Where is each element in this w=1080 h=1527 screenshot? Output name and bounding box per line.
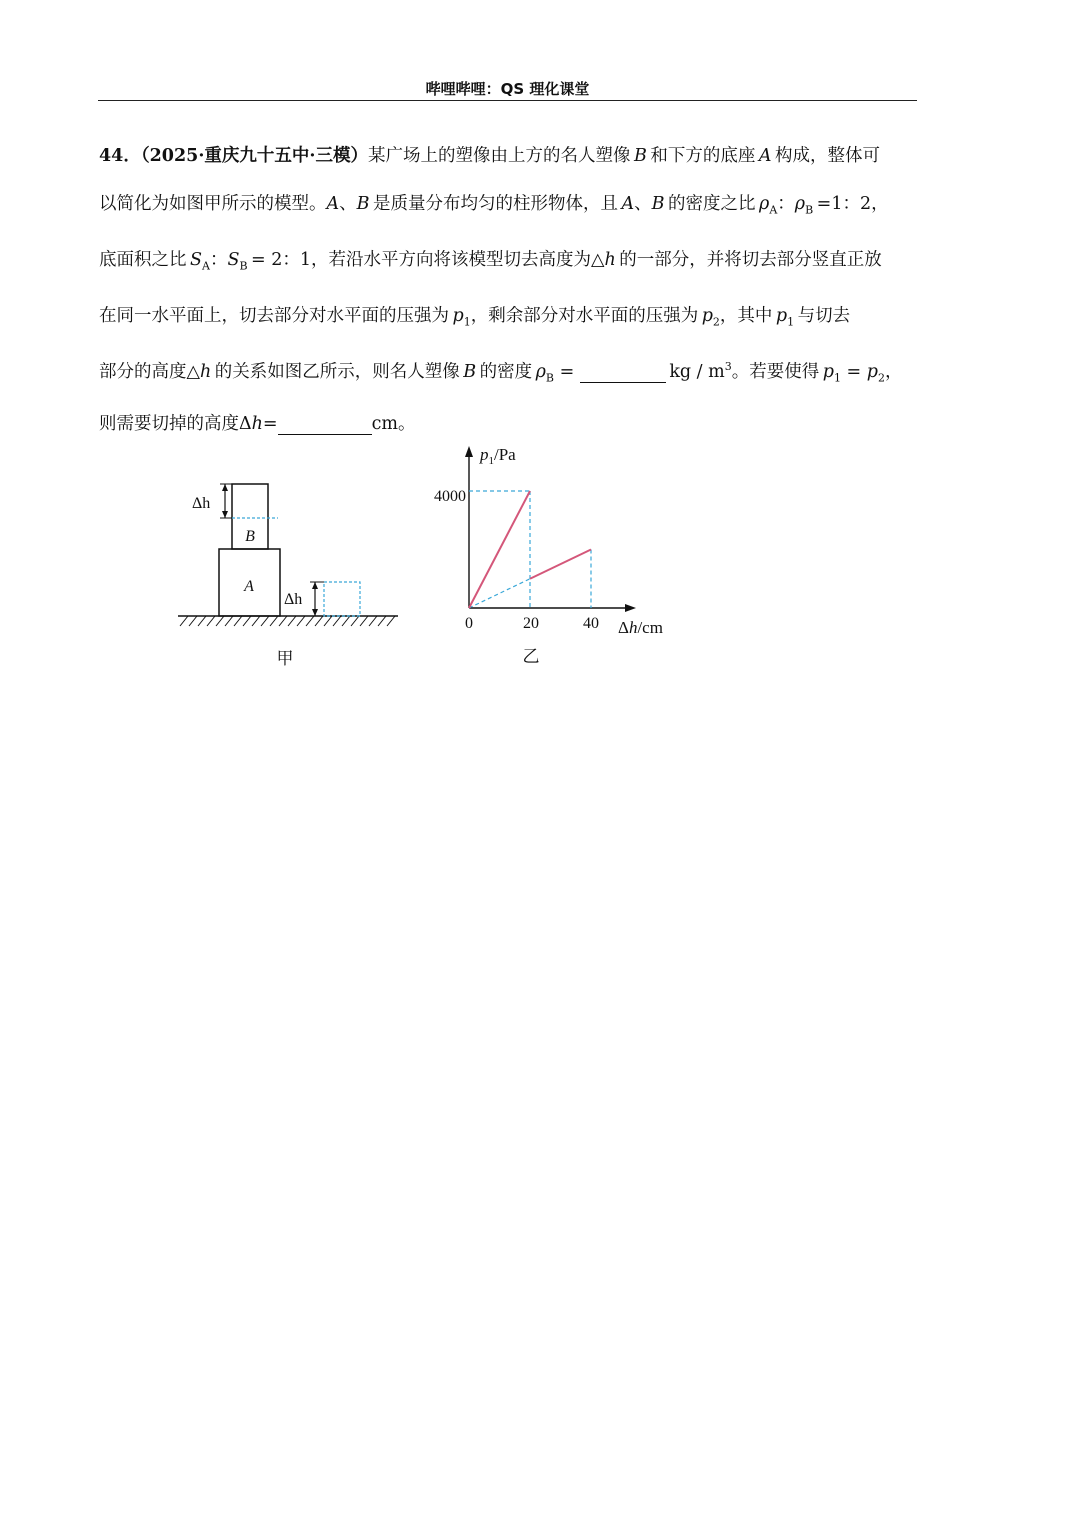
x-tick-40: 40 xyxy=(583,615,599,632)
symbol-rho: ρ xyxy=(535,362,546,382)
var-p: p xyxy=(701,306,713,326)
sub-B: B xyxy=(805,203,814,217)
figure-yi xyxy=(420,440,690,670)
text: = xyxy=(554,362,580,382)
symbol-rho: ρ xyxy=(759,194,770,214)
series-line-2 xyxy=(530,550,591,579)
var-p: p xyxy=(452,306,464,326)
var-B: B xyxy=(651,194,665,214)
text: = xyxy=(262,414,278,434)
question-line-4 xyxy=(99,302,919,329)
density-ratio: =1：2， xyxy=(816,194,889,214)
text: ： xyxy=(209,250,228,270)
text: 某广场上的塑像由上方的名人塑像 xyxy=(368,146,631,166)
text: 构成，整体可 xyxy=(775,146,881,166)
x-tick-20: 20 xyxy=(523,615,539,632)
sub-B: B xyxy=(545,371,555,385)
unit-text: kg / m xyxy=(669,362,725,382)
text: 是质量分布均匀的柱形物体，且 xyxy=(373,194,619,214)
text: ： xyxy=(777,194,795,214)
text: 底面积之比 xyxy=(99,250,187,270)
question-line-2 xyxy=(99,190,919,217)
sub-2: 2 xyxy=(712,315,720,329)
var-A: A xyxy=(758,146,772,166)
series-line-1 xyxy=(469,491,530,608)
symbol-rho: ρ xyxy=(794,194,806,214)
var-h: h xyxy=(604,250,616,270)
arrowhead xyxy=(222,484,228,491)
arrowhead xyxy=(312,582,318,589)
question-line-6 xyxy=(99,410,919,435)
caption-jia: 甲 xyxy=(276,649,294,668)
question-line-3 xyxy=(99,246,919,273)
text: 部分的高度△ xyxy=(99,362,200,382)
guide-lines xyxy=(469,491,591,608)
arrowhead xyxy=(222,511,228,518)
var-B: B xyxy=(634,146,647,166)
ground-hatch xyxy=(180,616,395,626)
text: cm。 xyxy=(371,414,416,434)
text: 的密度之比 xyxy=(668,194,756,214)
text: 在同一水平面上，切去部分对水平面的压强为 xyxy=(99,306,449,326)
symbol-S: S xyxy=(227,250,240,270)
var-p: p xyxy=(775,306,788,326)
label-A: A xyxy=(244,578,254,595)
var-A: A xyxy=(326,194,340,214)
text: ，其中 xyxy=(719,306,773,326)
text: ，若沿水平方向将该模型切去高度为△ xyxy=(311,250,605,270)
sub-2: 2 xyxy=(877,371,885,385)
text: 和下方的底座 xyxy=(650,146,756,166)
header-rule xyxy=(98,100,917,101)
guide-extension xyxy=(469,579,530,608)
caption-yi: 乙 xyxy=(522,647,540,666)
origin-label: 0 xyxy=(465,615,473,632)
var-h: h xyxy=(199,362,212,382)
answer-blank-height[interactable] xyxy=(278,414,372,435)
text: 则需要切掉的高度Δ xyxy=(99,414,252,434)
answer-blank-density[interactable] xyxy=(580,362,666,383)
var-B: B xyxy=(463,362,477,382)
sub-1: 1 xyxy=(463,315,471,329)
y-tick-4000: 4000 xyxy=(434,488,466,505)
sub-1: 1 xyxy=(787,315,795,329)
sup-3: 3 xyxy=(724,360,732,374)
arrowhead xyxy=(312,609,318,616)
text: ，剩余部分对水平面的压强为 xyxy=(470,306,699,326)
sub-B: B xyxy=(239,259,248,273)
text: 、 xyxy=(634,194,652,214)
text: 。若要使得 xyxy=(731,362,820,382)
var-B: B xyxy=(356,194,370,214)
dh-label-top: Δh xyxy=(192,495,211,512)
cut-piece xyxy=(324,582,360,616)
question-line-5 xyxy=(99,358,919,385)
question-line-1 xyxy=(99,142,919,167)
text: = xyxy=(840,362,867,382)
y-axis-label: $p_1/Pa$ xyxy=(480,445,516,467)
var-p: p xyxy=(822,362,834,382)
text: 的密度 xyxy=(479,362,533,382)
symbol-S: S xyxy=(190,250,202,270)
var-p: p xyxy=(866,362,878,382)
text: 与切去 xyxy=(797,306,851,326)
y-axis-arrow xyxy=(465,446,473,457)
question-number: 44． xyxy=(99,146,141,166)
text: 、 xyxy=(339,194,357,214)
sub-A: A xyxy=(202,259,210,273)
sub-1: 1 xyxy=(833,371,841,385)
dh-label-bottom: Δh xyxy=(284,591,303,608)
area-ratio: = 2：1 xyxy=(251,250,312,270)
text: 的关系如图乙所示，则名人塑像 xyxy=(214,362,460,382)
page-header: 哔哩哔哩：QS 理化课堂 xyxy=(425,80,590,98)
x-axis-label: Δh/cm xyxy=(618,618,663,637)
label-B: B xyxy=(245,528,255,545)
sub-A: A xyxy=(769,203,778,217)
question-source: （2025·重庆九十五中·三模） xyxy=(140,146,368,166)
text: 的一部分，并将切去部分竖直正放 xyxy=(619,250,882,270)
x-axis-arrow xyxy=(625,604,636,612)
figure-jia xyxy=(170,470,410,670)
var-h: h xyxy=(251,414,263,434)
text: ， xyxy=(884,362,903,382)
var-A: A xyxy=(621,194,635,214)
text: 以简化为如图甲所示的模型。 xyxy=(99,194,327,214)
